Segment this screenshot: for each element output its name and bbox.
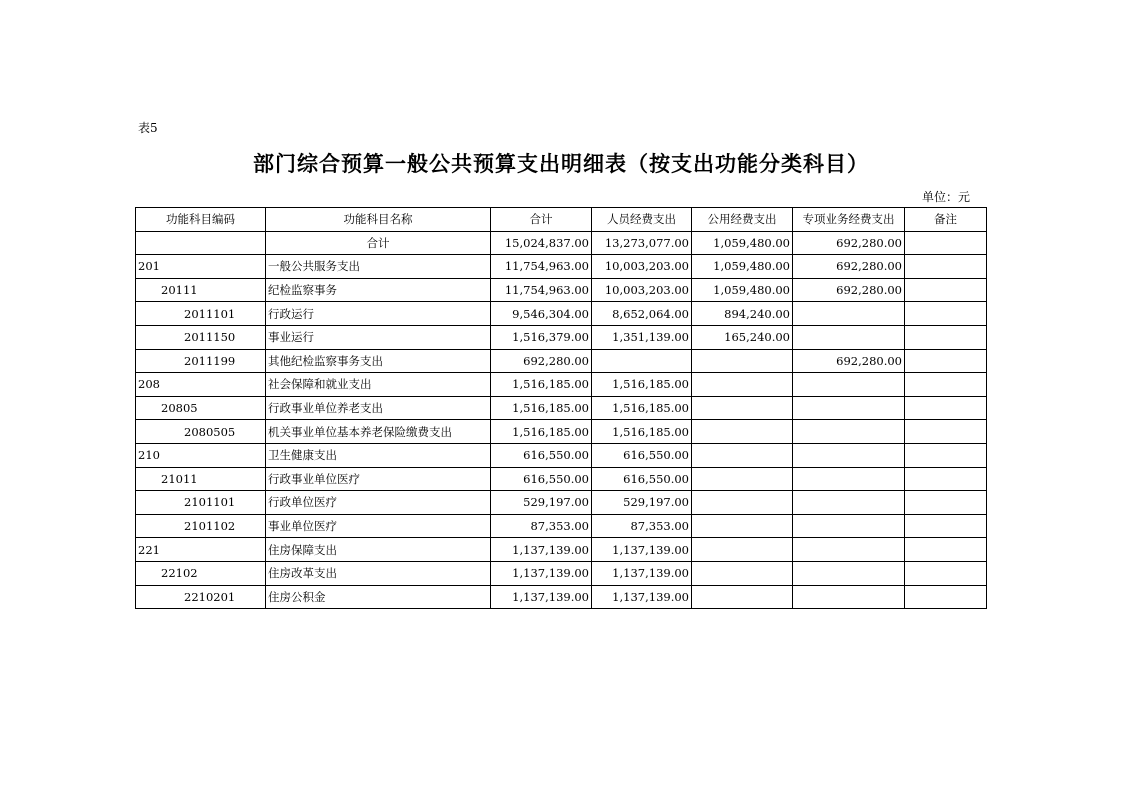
expenditure-table xyxy=(135,207,987,609)
cell-code: 20805 xyxy=(136,396,266,420)
table-row xyxy=(136,255,987,279)
cell-name: 行政事业单位养老支出 xyxy=(266,396,491,420)
cell-code xyxy=(136,231,266,255)
cell-special xyxy=(793,373,905,397)
cell-personnel: 1,516,185.00 xyxy=(592,420,692,444)
unit-label: 单位：元 xyxy=(922,190,971,204)
cell-public xyxy=(692,585,793,609)
cell-total: 1,137,139.00 xyxy=(491,585,592,609)
cell-remark xyxy=(905,585,987,609)
cell-remark xyxy=(905,514,987,538)
cell-code: 221 xyxy=(136,538,266,562)
table-row xyxy=(136,373,987,397)
cell-remark xyxy=(905,443,987,467)
cell-special xyxy=(793,302,905,326)
cell-personnel: 616,550.00 xyxy=(592,443,692,467)
cell-special: 692,280.00 xyxy=(793,231,905,255)
table-header-row xyxy=(136,208,987,232)
cell-personnel: 1,137,139.00 xyxy=(592,561,692,585)
table-row xyxy=(136,278,987,302)
cell-remark xyxy=(905,278,987,302)
table-row xyxy=(136,585,987,609)
cell-code: 2101102 xyxy=(136,514,266,538)
cell-code: 208 xyxy=(136,373,266,397)
cell-code: 2011199 xyxy=(136,349,266,373)
cell-personnel: 1,516,185.00 xyxy=(592,373,692,397)
cell-total: 11,754,963.00 xyxy=(491,278,592,302)
table-row xyxy=(136,491,987,515)
cell-total: 1,137,139.00 xyxy=(491,561,592,585)
cell-public: 894,240.00 xyxy=(692,302,793,326)
cell-special: 692,280.00 xyxy=(793,349,905,373)
cell-special xyxy=(793,325,905,349)
table-row xyxy=(136,325,987,349)
cell-special xyxy=(793,420,905,444)
cell-total: 15,024,837.00 xyxy=(491,231,592,255)
cell-code: 20111 xyxy=(136,278,266,302)
cell-name: 行政事业单位医疗 xyxy=(266,467,491,491)
cell-total: 1,137,139.00 xyxy=(491,538,592,562)
cell-personnel: 1,137,139.00 xyxy=(592,585,692,609)
cell-personnel: 10,003,203.00 xyxy=(592,255,692,279)
cell-total: 9,546,304.00 xyxy=(491,302,592,326)
cell-name: 住房保障支出 xyxy=(266,538,491,562)
cell-total: 1,516,379.00 xyxy=(491,325,592,349)
cell-public xyxy=(692,538,793,562)
cell-personnel: 1,351,139.00 xyxy=(592,325,692,349)
cell-remark xyxy=(905,538,987,562)
cell-code: 2011101 xyxy=(136,302,266,326)
cell-remark xyxy=(905,349,987,373)
cell-name: 事业运行 xyxy=(266,325,491,349)
cell-code: 210 xyxy=(136,443,266,467)
cell-code: 2080505 xyxy=(136,420,266,444)
cell-name: 住房公积金 xyxy=(266,585,491,609)
cell-name: 卫生健康支出 xyxy=(266,443,491,467)
column-header: 备注 xyxy=(905,208,987,232)
cell-special xyxy=(793,467,905,491)
cell-total: 1,516,185.00 xyxy=(491,373,592,397)
cell-special xyxy=(793,538,905,562)
table-row xyxy=(136,396,987,420)
table-row xyxy=(136,561,987,585)
cell-public: 1,059,480.00 xyxy=(692,278,793,302)
cell-name: 其他纪检监察事务支出 xyxy=(266,349,491,373)
cell-remark xyxy=(905,561,987,585)
cell-special: 692,280.00 xyxy=(793,278,905,302)
cell-name: 行政单位医疗 xyxy=(266,491,491,515)
cell-code: 22102 xyxy=(136,561,266,585)
cell-name: 合计 xyxy=(266,231,491,255)
cell-name: 社会保障和就业支出 xyxy=(266,373,491,397)
cell-code: 2101101 xyxy=(136,491,266,515)
cell-personnel: 87,353.00 xyxy=(592,514,692,538)
cell-remark xyxy=(905,420,987,444)
cell-public xyxy=(692,561,793,585)
cell-special xyxy=(793,561,905,585)
cell-public: 165,240.00 xyxy=(692,325,793,349)
cell-code: 2210201 xyxy=(136,585,266,609)
cell-public xyxy=(692,514,793,538)
page-title: 部门综合预算一般公共预算支出明细表（按支出功能分类科目） xyxy=(253,151,869,176)
column-header: 人员经费支出 xyxy=(592,208,692,232)
table-row xyxy=(136,514,987,538)
cell-remark xyxy=(905,302,987,326)
cell-total: 529,197.00 xyxy=(491,491,592,515)
cell-name: 机关事业单位基本养老保险缴费支出 xyxy=(266,420,491,444)
cell-special xyxy=(793,396,905,420)
column-header: 专项业务经费支出 xyxy=(793,208,905,232)
cell-remark xyxy=(905,373,987,397)
table-row xyxy=(136,443,987,467)
cell-remark xyxy=(905,231,987,255)
cell-total: 1,516,185.00 xyxy=(491,396,592,420)
cell-personnel: 13,273,077.00 xyxy=(592,231,692,255)
cell-personnel: 1,516,185.00 xyxy=(592,396,692,420)
cell-remark xyxy=(905,467,987,491)
cell-name: 行政运行 xyxy=(266,302,491,326)
cell-personnel: 616,550.00 xyxy=(592,467,692,491)
cell-remark xyxy=(905,325,987,349)
cell-total: 11,754,963.00 xyxy=(491,255,592,279)
cell-public xyxy=(692,349,793,373)
table-row xyxy=(136,349,987,373)
cell-name: 住房改革支出 xyxy=(266,561,491,585)
cell-special xyxy=(793,491,905,515)
cell-special xyxy=(793,585,905,609)
cell-total: 87,353.00 xyxy=(491,514,592,538)
table-label: 表5 xyxy=(138,121,158,135)
cell-public: 1,059,480.00 xyxy=(692,255,793,279)
cell-special: 692,280.00 xyxy=(793,255,905,279)
column-header: 公用经费支出 xyxy=(692,208,793,232)
cell-public xyxy=(692,467,793,491)
cell-name: 一般公共服务支出 xyxy=(266,255,491,279)
cell-name: 事业单位医疗 xyxy=(266,514,491,538)
cell-personnel: 10,003,203.00 xyxy=(592,278,692,302)
cell-public: 1,059,480.00 xyxy=(692,231,793,255)
table-row xyxy=(136,467,987,491)
cell-personnel: 1,137,139.00 xyxy=(592,538,692,562)
cell-public xyxy=(692,420,793,444)
cell-special xyxy=(793,443,905,467)
cell-code: 2011150 xyxy=(136,325,266,349)
cell-public xyxy=(692,396,793,420)
table-row xyxy=(136,420,987,444)
cell-remark xyxy=(905,396,987,420)
cell-personnel xyxy=(592,349,692,373)
table-row xyxy=(136,231,987,255)
table-row xyxy=(136,538,987,562)
cell-total: 1,516,185.00 xyxy=(491,420,592,444)
cell-public xyxy=(692,491,793,515)
cell-personnel: 8,652,064.00 xyxy=(592,302,692,326)
cell-total: 616,550.00 xyxy=(491,467,592,491)
cell-total: 692,280.00 xyxy=(491,349,592,373)
column-header: 功能科目名称 xyxy=(266,208,491,232)
cell-total: 616,550.00 xyxy=(491,443,592,467)
cell-special xyxy=(793,514,905,538)
cell-personnel: 529,197.00 xyxy=(592,491,692,515)
column-header: 合计 xyxy=(491,208,592,232)
cell-remark xyxy=(905,255,987,279)
cell-code: 201 xyxy=(136,255,266,279)
column-header: 功能科目编码 xyxy=(136,208,266,232)
cell-name: 纪检监察事务 xyxy=(266,278,491,302)
cell-public xyxy=(692,443,793,467)
table-row xyxy=(136,302,987,326)
cell-public xyxy=(692,373,793,397)
cell-remark xyxy=(905,491,987,515)
cell-code: 21011 xyxy=(136,467,266,491)
